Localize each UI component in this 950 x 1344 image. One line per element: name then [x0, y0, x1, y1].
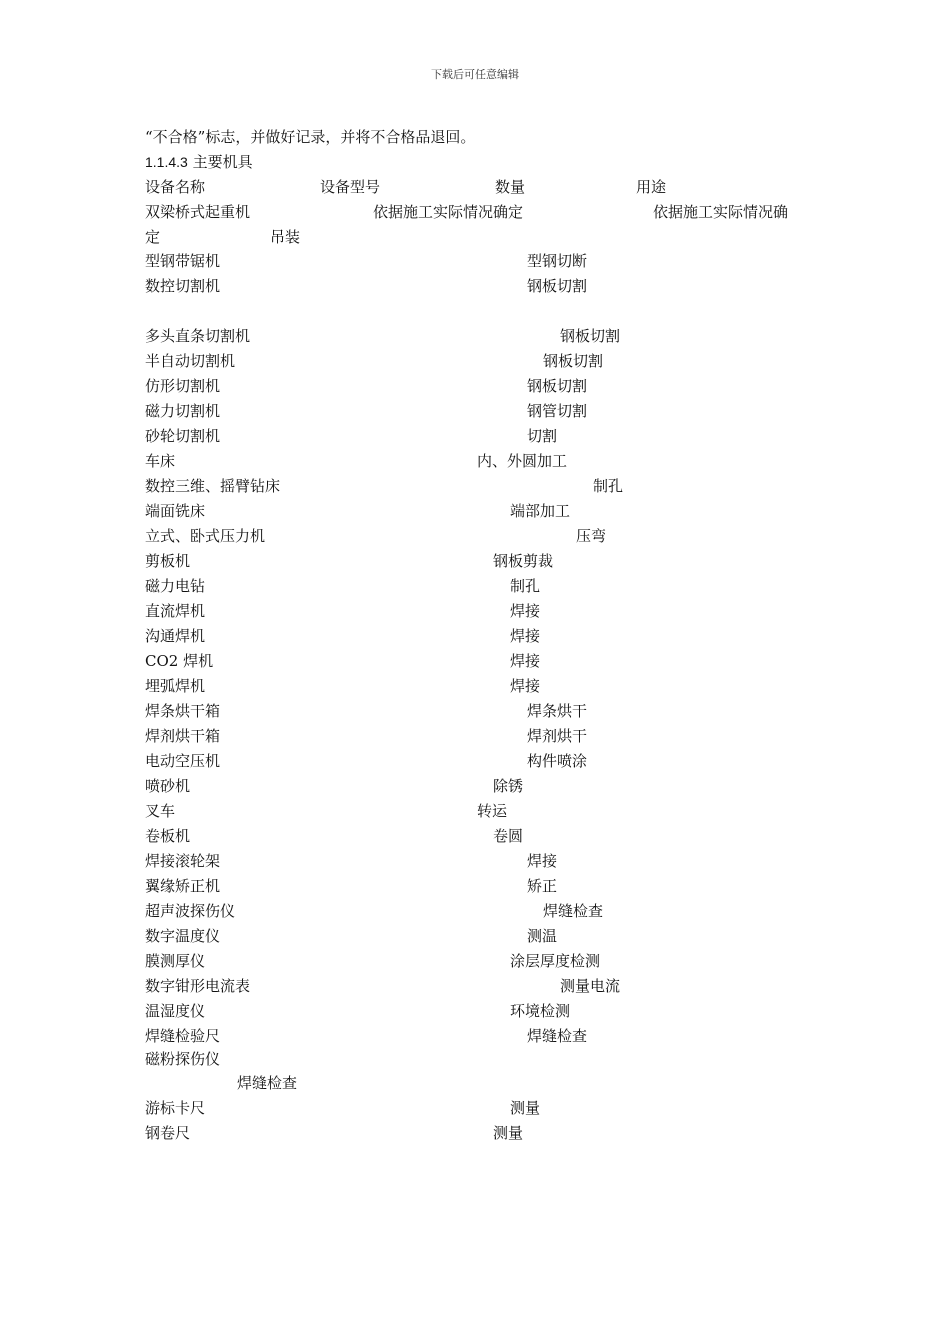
- row-use: 钢板剪裁: [493, 552, 554, 570]
- row-equipment-name: 数字温度仪: [145, 927, 221, 945]
- row-use: 焊条烘干: [527, 702, 588, 720]
- table-row: [145, 1097, 825, 1119]
- row-use: 卷圆: [493, 827, 524, 845]
- table-row-first: [145, 201, 825, 223]
- intro-paragraph: “不合格”标志，并做好记录，并将不合格品退回。: [145, 128, 476, 146]
- table-row: [145, 575, 825, 597]
- row-use: 压弯: [576, 527, 607, 545]
- row-use: 涂层厚度检测: [510, 952, 601, 970]
- first-row-quantity: 依据施工实际情况确: [653, 203, 789, 221]
- row-equipment-name: 车床: [145, 452, 176, 470]
- row-use: 焊缝检查: [237, 1074, 298, 1092]
- row-use: 焊剂烘干: [527, 727, 588, 745]
- row-equipment-name: 数控切割机: [145, 277, 221, 295]
- row-equipment-name: 直流焊机: [145, 602, 206, 620]
- row-use: 切割: [527, 427, 558, 445]
- row-equipment-name: 温湿度仪: [145, 1002, 206, 1020]
- section-title: 主要机具: [192, 153, 253, 171]
- table-row: [145, 950, 825, 972]
- row-use: 焊接: [510, 677, 541, 695]
- row-equipment-name: 数字钳形电流表: [145, 977, 251, 995]
- row-equipment-name: 埋弧焊机: [145, 677, 206, 695]
- row-equipment-name: 卷板机: [145, 827, 191, 845]
- table-row: [145, 425, 825, 447]
- row-equipment-name: 焊剂烘干箱: [145, 727, 221, 745]
- row-use: 焊接: [527, 852, 558, 870]
- row-use: 端部加工: [510, 502, 571, 520]
- row-equipment-name: 膜测厚仪: [145, 952, 206, 970]
- table-row-first-wrap: [145, 226, 825, 248]
- row-use: 焊接: [510, 627, 541, 645]
- row-equipment-name: 沟通焊机: [145, 627, 206, 645]
- row-equipment-name: 砂轮切割机: [145, 427, 221, 445]
- row-equipment-name: 立式、卧式压力机: [145, 527, 266, 545]
- first-row-name: 双梁桥式起重机: [145, 203, 251, 221]
- table-row: [145, 900, 825, 922]
- row-equipment-name: 游标卡尺: [145, 1099, 206, 1117]
- header-model: 设备型号: [320, 178, 381, 196]
- table-row: [145, 350, 825, 372]
- row-equipment-name: 仿形切割机: [145, 377, 221, 395]
- row-equipment-name: 磁力电钻: [145, 577, 206, 595]
- table-row: [145, 325, 825, 347]
- table-row: [145, 1000, 825, 1022]
- table-row: [145, 700, 825, 722]
- table-row: [145, 775, 825, 797]
- row-use: 焊缝检查: [543, 902, 604, 920]
- table-row: [145, 375, 825, 397]
- table-row: [145, 400, 825, 422]
- page-header: 下载后可任意编辑: [431, 68, 519, 81]
- row-use: 焊缝检查: [527, 1027, 588, 1045]
- table-row: [145, 1122, 825, 1144]
- row-equipment-name: 钢卷尺: [145, 1124, 191, 1142]
- row-use: 钢管切割: [527, 402, 588, 420]
- table-row: [145, 1025, 825, 1047]
- row-equipment-name: 半自动切割机: [145, 352, 236, 370]
- row-use: 型钢切断: [527, 252, 588, 270]
- row-use: 测温: [527, 927, 558, 945]
- row-equipment-name: CO2 焊机: [145, 652, 214, 670]
- row-equipment-name: 焊条烘干箱: [145, 702, 221, 720]
- row-use: 构件喷涂: [527, 752, 588, 770]
- row-use: 测量电流: [560, 977, 621, 995]
- row-use: 钢板切割: [527, 377, 588, 395]
- first-row-model: 依据施工实际情况确定: [373, 203, 524, 221]
- row-equipment-name: 数控三维、摇臂钻床: [145, 477, 281, 495]
- row-use: 环境检测: [510, 1002, 571, 1020]
- row-use: 钢板切割: [527, 277, 588, 295]
- table-row: [145, 750, 825, 772]
- table-row: [145, 975, 825, 997]
- row-use: 测量: [510, 1099, 541, 1117]
- table-row: [145, 550, 825, 572]
- row-equipment-name: 焊缝检验尺: [145, 1027, 221, 1045]
- row-use: 测量: [493, 1124, 524, 1142]
- section-heading: [145, 151, 253, 173]
- table-header-row: [145, 176, 825, 198]
- row-equipment-name: 端面铣床: [145, 502, 206, 520]
- row-use: 钢板切割: [560, 327, 621, 345]
- row-equipment-name: 磁粉探伤仪: [145, 1050, 221, 1068]
- table-row: [145, 600, 825, 622]
- table-row: [145, 875, 825, 897]
- row-equipment-name: 磁力切割机: [145, 402, 221, 420]
- row-equipment-name: 电动空压机: [145, 752, 221, 770]
- row-use: 焊接: [510, 652, 541, 670]
- row-equipment-name: 叉车: [145, 802, 176, 820]
- table-row: [145, 675, 825, 697]
- row-equipment-name: 剪板机: [145, 552, 191, 570]
- table-row: [145, 650, 825, 672]
- table-row: [145, 275, 825, 297]
- section-number: 1.1.4.3: [145, 154, 188, 170]
- table-row: [145, 1048, 825, 1070]
- row-equipment-name: 型钢带锯机: [145, 252, 221, 270]
- first-row-use: 吊装: [270, 228, 301, 246]
- header-name: 设备名称: [145, 178, 206, 196]
- row-use: 钢板切割: [543, 352, 604, 370]
- row-use: 制孔: [510, 577, 541, 595]
- table-row: [145, 725, 825, 747]
- row-equipment-name: 喷砂机: [145, 777, 191, 795]
- row-equipment-name: 超声波探伤仪: [145, 902, 236, 920]
- row-equipment-name: 翼缘矫正机: [145, 877, 221, 895]
- row-use: 除锈: [493, 777, 524, 795]
- table-row: [145, 850, 825, 872]
- header-use: 用途: [636, 178, 667, 196]
- table-row: [145, 825, 825, 847]
- first-row-quantity-wrap: 定: [145, 228, 161, 246]
- table-row: [145, 450, 825, 472]
- row-use: 内、外圆加工: [477, 452, 568, 470]
- row-use: 制孔: [593, 477, 624, 495]
- table-row: [145, 800, 825, 822]
- row-equipment-name: 多头直条切割机: [145, 327, 251, 345]
- row-use: 焊接: [510, 602, 541, 620]
- table-row: [145, 925, 825, 947]
- row-use: 转运: [477, 802, 508, 820]
- table-row: [145, 500, 825, 522]
- table-row: [145, 625, 825, 647]
- table-row: [145, 475, 825, 497]
- table-row: [145, 250, 825, 272]
- table-row: [145, 525, 825, 547]
- header-quantity: 数量: [495, 178, 526, 196]
- row-equipment-name: 焊接滚轮架: [145, 852, 221, 870]
- row-use: 矫正: [527, 877, 558, 895]
